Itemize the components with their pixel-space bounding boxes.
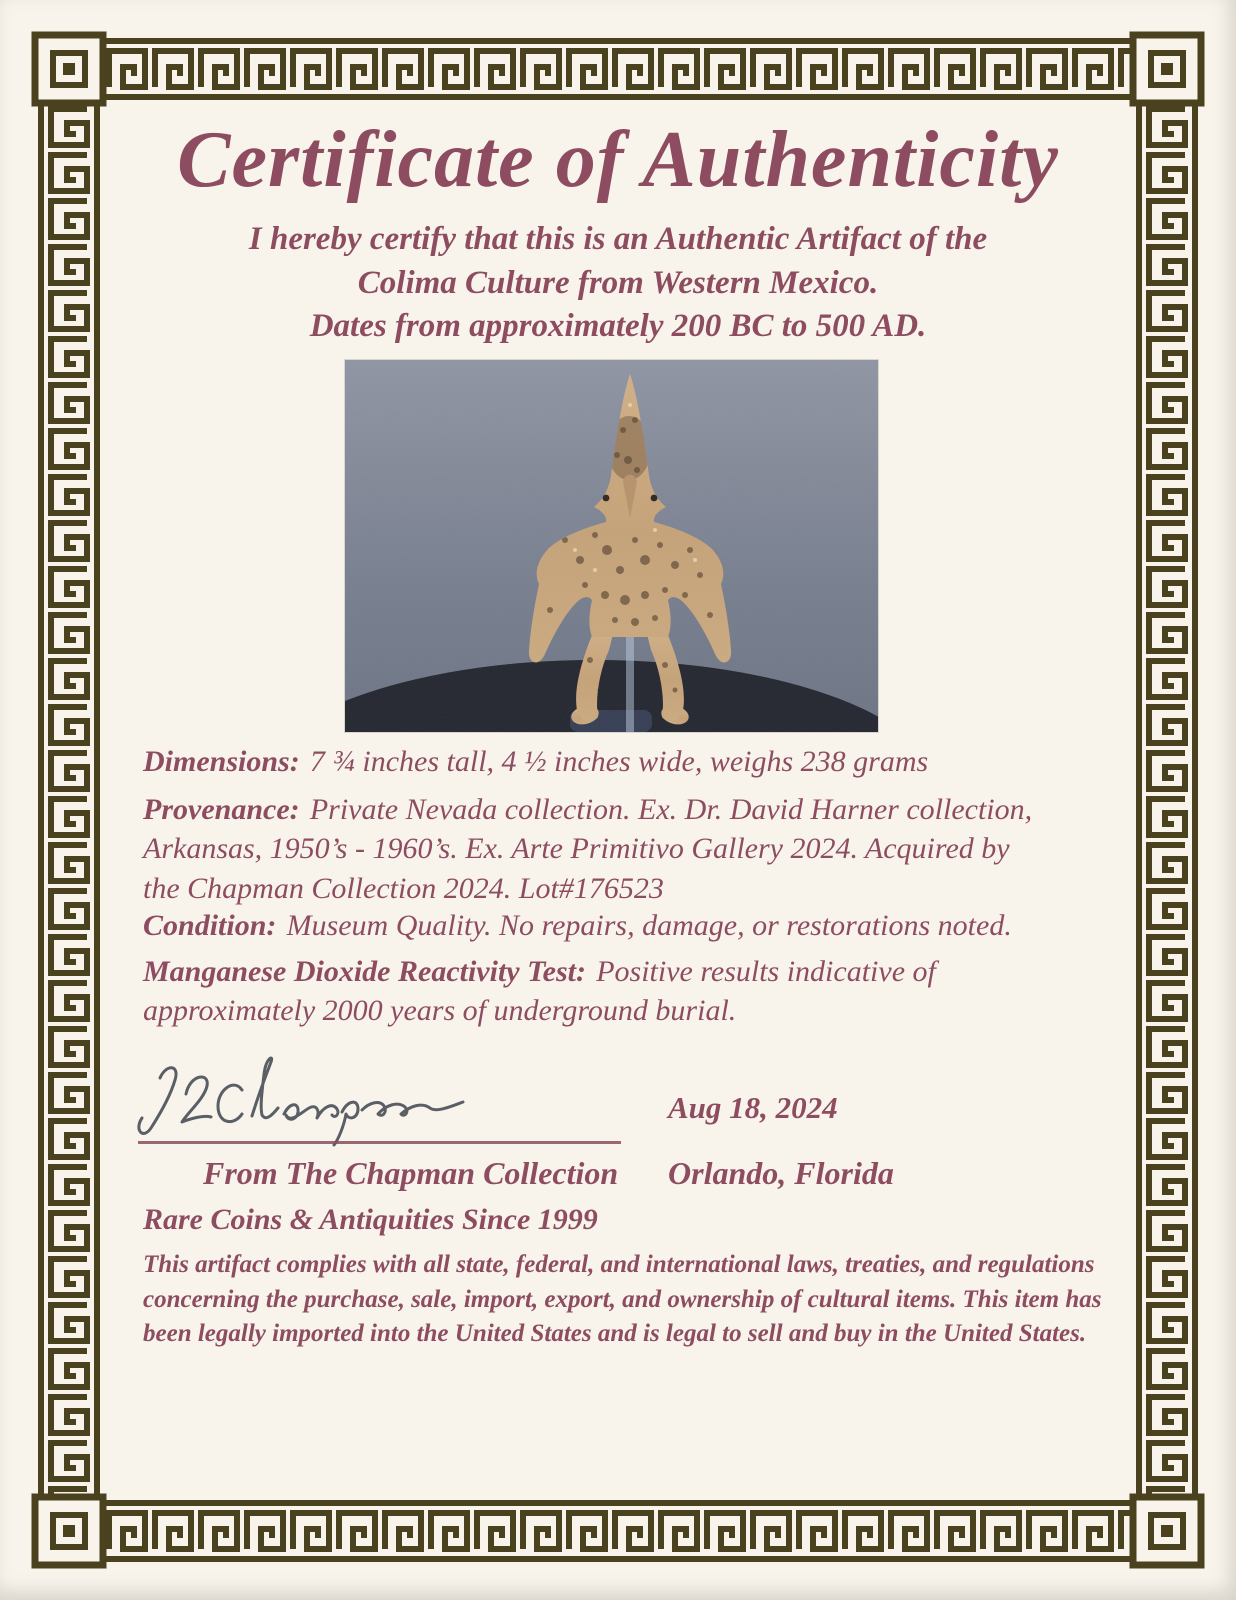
condition-value: Museum Quality. No repairs, damage, or restorations noted. [286, 909, 1012, 942]
dimensions-value: 7 ¾ inches tall, 4 ½ inches wide, weighs 238 grams [309, 745, 929, 778]
certify-line-3: Dates from approximately 200 BC to 500 AD. [309, 308, 927, 345]
artifact-photo [345, 360, 878, 732]
colima-figurine-illustration [345, 360, 878, 732]
signature-script [130, 1052, 530, 1148]
reactivity-test-label: Manganese Dioxide Reactivity Test: [143, 955, 586, 988]
provenance-row [143, 790, 1048, 908]
condition-label: Condition: [143, 909, 277, 942]
provenance-value: Private Nevada collection. Ex. Dr. David Harner collection, Arkansas, 1950’s - 1960’s. Ex. Arte Primitivo Gallery 2024. Acquired by the Chapman Collection 2024. Lot#176523 [143, 793, 1033, 905]
certificate-title: Certificate of Authenticity [177, 116, 1059, 204]
reactivity-test-row [143, 952, 1048, 1031]
condition-row [143, 906, 1048, 945]
signature-line [138, 1141, 621, 1144]
dimensions-row [143, 742, 1048, 781]
signature-date: Aug 18, 2024 [668, 1090, 838, 1125]
location-line: Orlando, Florida [668, 1155, 894, 1191]
reactivity-test-value: Positive results indicative of approximately 2000 years of underground burial. [143, 955, 936, 1028]
legal-compliance-paragraph: This artifact complies with all state, federal, and international laws, treaties, and regulations concerning the purchase, sale, import, export, and ownership of cultural items. This item has been legally imported into the United States and is legal to sell and buy in the United States. [143, 1251, 1102, 1347]
provenance-label: Provenance: [143, 793, 300, 826]
company-tagline: Rare Coins & Antiquities Since 1999 [143, 1203, 598, 1236]
certification-statement [118, 218, 1118, 349]
from-collection-line: From The Chapman Collection [203, 1155, 619, 1191]
certify-line-2: Colima Culture from Western Mexico. [357, 264, 879, 301]
dimensions-label: Dimensions: [143, 745, 300, 778]
certify-line-1: I hereby certify that this is an Authentic Artifact of the [248, 221, 988, 257]
